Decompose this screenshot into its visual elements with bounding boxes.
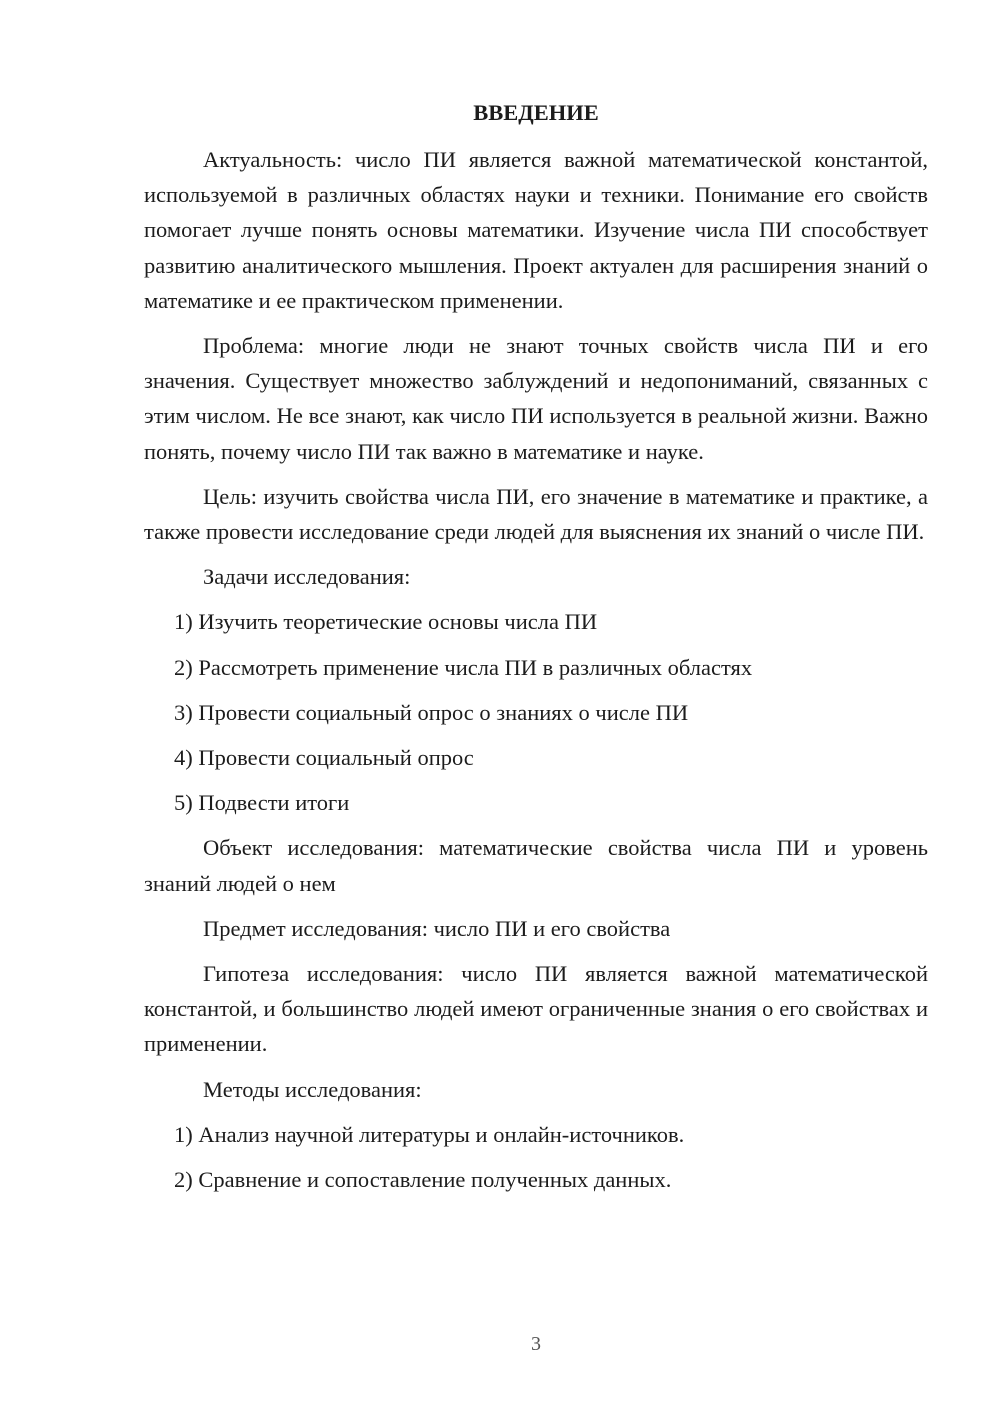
list-item: 3) Провести социальный опрос о знаниях о числе ПИ bbox=[174, 699, 689, 725]
page-title: ВВЕДЕНИЕ bbox=[473, 100, 599, 125]
hypothesis-paragraph: Гипотеза исследования: число ПИ является важной математической константой, и большинство людей имеют ограниченные знания о его свойствах и применении. bbox=[144, 961, 928, 1057]
object-paragraph: Объект исследования: математические свойства числа ПИ и уровень знаний людей о нем bbox=[144, 835, 928, 896]
list-item: 5) Подвести итоги bbox=[174, 790, 350, 816]
tasks-label: Задачи исследования: bbox=[203, 564, 411, 590]
methods-label: Методы исследования: bbox=[203, 1076, 422, 1102]
list-item: 2) Рассмотреть применение числа ПИ в различных областях bbox=[174, 654, 753, 680]
tasks-list bbox=[144, 604, 928, 820]
subject-paragraph: Предмет исследования: число ПИ и его свойства bbox=[203, 915, 671, 941]
page-content bbox=[144, 95, 928, 1207]
methods-list bbox=[144, 1117, 928, 1197]
list-item: 1) Изучить теоретические основы числа ПИ bbox=[174, 609, 598, 635]
list-item: 4) Провести социальный опрос bbox=[174, 745, 474, 771]
list-item: 1) Анализ научной литературы и онлайн-источников. bbox=[174, 1121, 685, 1147]
page-number: 3 bbox=[531, 1333, 541, 1355]
problem-paragraph: Проблема: многие люди не знают точных свойств числа ПИ и его значения. Существует множество заблуждений и недопониманий, связанных с этим числом. Не все знают, как число ПИ используется в реальной жизни. Важно понять, почему число ПИ так важно в математике и науке. bbox=[144, 333, 928, 464]
goal-paragraph: Цель: изучить свойства числа ПИ, его значение в математике и практике, а также провести исследование среди людей для выяснения их знаний о числе ПИ. bbox=[144, 483, 928, 545]
list-item: 2) Сравнение и сопоставление полученных данных. bbox=[174, 1167, 672, 1193]
relevance-paragraph: Актуальность: число ПИ является важной математической константой, используемой в различных областях науки и техники. Понимание его свойств помогает лучше понять основы математики. Изучение числа ПИ способствует развитию аналитического мышления. Проект актуален для расширения знаний о математике и ее практическом применении. bbox=[144, 147, 928, 313]
